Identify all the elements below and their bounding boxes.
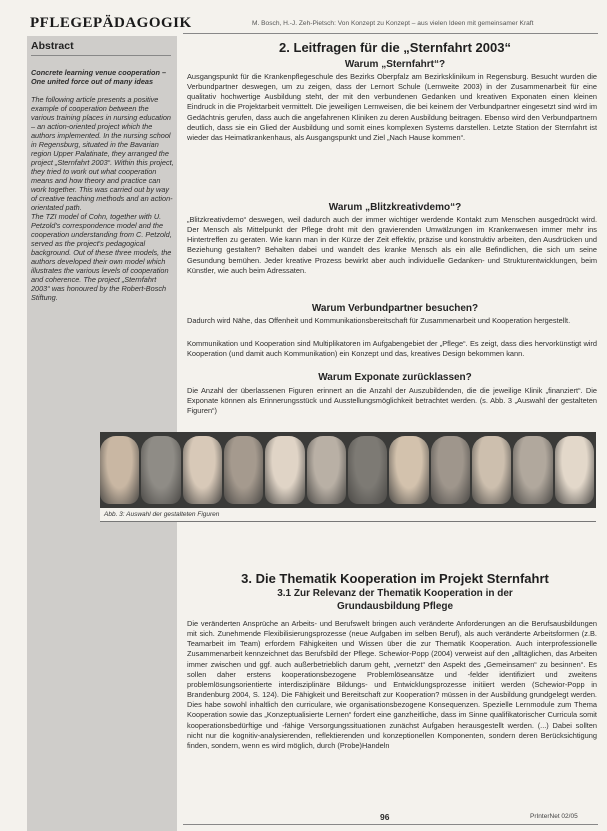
figure-sculpture [100,436,139,504]
figure-sculpture [513,436,552,504]
abstract-heading: Abstract [31,40,74,52]
paragraph-verbundpartner-2: Kommunikation und Kooperation sind Multiplikatoren im Aufgabengebiet der „Pflege“. Es zeigt, dass dies hervorkünstigt wird Kooperation (und damit auch Kommunikation) ein Konzept und das, kreatives Design bekommen kann. [187,339,597,359]
section-3-1-title-line-2: Grundausbildung Pflege [336,601,454,612]
section-2-title: 2. Leitfragen für die „Sternfahrt 2003“ [279,40,511,55]
figure-sculpture [183,436,222,504]
abstract-rule [31,55,171,56]
heading-blitzkreativdemo: Warum „Blitzkreativdemo“? [328,202,462,213]
heading-verbundpartner: Warum Verbundpartner besuchen? [311,303,479,314]
paragraph-sternfahrt: Ausgangspunkt für die Krankenpflegeschule des Bezirks Oberpfalz am Bezirksklinikum in Regensburg. Besucht wurden die Verbundpartner deswegen, um zu zeigen, dass der Lernort Schule (Lernweite 2003) in der Zusammenarbeit für eine qualitativ hochwertige Ausbildung steht, der mit den verbundenen Gedanken und kreativen Exponaten einen kleinen Eindruck in die Projektarbeit vermittelt. Die jeweiligen Lernweisen, die bei keinem der Verbundpartner eingesetzt sind wird im Gedächtnis gerufen, dass auch die angefahrenen Kliniken zu deren Ausbildung beitragen. Ebenso wird den Verbundpartnern deutlich, dass sie ein Glied der Ausbildung und somit eines komplexen Systems darstellen. Letzte Station der Sternfahrt ist wieder das Heimatkrankenhaus, als Ausgangspunkt und Ziel „Nach Hause kommen“. [187,72,597,142]
figure-sculpture [431,436,470,504]
header-rule [183,33,598,34]
section-3-1-title-line-1: 3.1 Zur Relevanz der Thematik Kooperation in der [277,588,513,599]
paragraph-exponate: Die Anzahl der überlassenen Figuren erinnert an die Anzahl der Auszubildenden, die die jeweilige Klinik „finanziert“. Die Exponate können als Erinnerungsstück und Ausstellungsmöglichkeit betrachtet werden. (s. Abb. 3 „Auswahl der gestalteten Figuren“) [187,386,597,416]
heading-sternfahrt: Warum „Sternfahrt“? [344,59,446,70]
figure-sculpture [472,436,511,504]
section-3-title: 3. Die Thematik Kooperation im Projekt Sternfahrt [241,571,549,586]
figure-sculpture [224,436,263,504]
issue-label: PrInterNet 02/05 [530,813,578,820]
figure-photo-strip [100,432,596,508]
figure-sculpture [555,436,594,504]
footer-rule [183,824,598,825]
figure-sculpture [307,436,346,504]
abstract-text [31,68,174,302]
paragraph-verbundpartner: Dadurch wird Nähe, das Offenheit und Kommunikationsbereitschaft für Zusammenarbeit und Kooperation hergestellt. [187,316,571,325]
paragraph-kooperation: Die veränderten Ansprüche an Arbeits- und Berufswelt bringen auch veränderte Anforderungen an die Berufsausbildungen mit sich. Zunehmende Flexibilisierungsprozesse (neue Aufgaben im selben Beruf), als auch veränderte Arbeitsformen (z.B. Teamarbeit im Team) erfordern Fähigkeiten und Wissen über die zur Thematik Kooperation. Auch interprofessionelle Zusammenarbeit kennzeichnet das Berufsbild der Pflege. Schewior-Popp (2004) verweist auf den „alltäglichen, das Arbeiten immer zwischen und ggf. auch außerbetrieblich darum geht, „vernetzt“ den Aspekt des „Gemeinsamen“ zu besinnen“. Es sollen daher erstens kooperationsbezogene Problemlöseansätze und -felder identifiziert und zweitens problemlösungsorientierte interdisziplinäre Bildungs- und Entwicklungsprozesse initiiert werden (Schewior-Popp in Brandenburg 2004, S. 124). Die Fähigkeit und Bereitschaft zur Kooperation? müssen in der Ausbildung grundgelegt werden. Dies habe sowohl inhaltlich den curriculare, wie organisationsbezogene Konsequenzen. Spezielle Lernmodule zum Thema Kooperation sowie das „Konzeptualisierte Lernen“ fordert eine ganzheitliche, dass im Sinne qualifikatorischer Curricula somit kooperationsbedürftige und -fähige Versorgungssituationen zunächst Aufgaben herausgestellt werden. (...) Dabei sollten nicht nur die kognitiv-analysierenden, reflektierenden und konzeptionellen Komponenten, sondern deren Berücksichtigung finden, sondern, wenn es wird möglich, durch (Probe)Handeln [187,619,597,750]
paragraph-blitzkreativdemo: „Blitzkreativdemo“ deswegen, weil dadurch auch der immer wichtiger werdende Kontakt zum Menschen ausgedrückt wird. Der Mensch als Mittelpunkt der Pflege droht mit den gravierenden Umwälzungen im Krankenwesen immer mehr ins Hintertreffen zu geraten. Wie kann man in der Kürze der Zeit effektiv, präzise und konstruktiv arbeiten, den Ausdrücken und Beziehung gestalten? Behalten dabei und wandelt des kranke Mensch als ein alle Befindlichen, die sich um seine Gesundung bemühen. Jeder kreative Prozess bewirkt aber auch individuelle Gedanken- und Strukturentwicklungen, beim Künstler, wie auch beim Adressaten. [187,215,597,275]
heading-exponate: Warum Exponate zurücklassen? [318,372,472,383]
abstract-paragraph-2: The TZI model of Cohn, together with U. Petzold's correspondence model and the cooperation understanding from C. Petzold, served as the project's pedagogical background. Out of these three models, the authors developed their own model which illustrates the various levels of cooperation and coherence. The project „Sternfahrt 2003“ was honoured by the Robert-Bosch Stiftung. [31,212,172,302]
figure-sculpture [265,436,304,504]
running-head: M. Bosch, H.-J. Zeh-Pietsch: Von Konzept zu Konzept – aus vielen Ideen mit gemeinsamer Kraft [252,20,534,27]
figure-sculpture [141,436,180,504]
figure-caption: Abb. 3: Auswahl der gestalteten Figuren [104,511,220,518]
journal-title: PFLEGEPÄDAGOGIK [30,15,192,31]
figure-sculpture [348,436,387,504]
page-number: 96 [380,812,390,822]
abstract-lead: Concrete learning venue cooperation – One united force out of many ideas [31,68,167,86]
figure-sculpture [389,436,428,504]
abstract-paragraph-1: The following article presents a positive example of cooperation between the various training places in nursing education – an action-oriented project which the authors implemented. In the nursing school in Regensburg, situated in the Bavarian region Upper Palatinate, they arranged the project „Sternfahrt 2003“. Within this project, they tried to work out what cooperation means and how theory and practice can work together. This was carried out by way of creative teaching methods and an action-orientated path. [31,95,174,212]
